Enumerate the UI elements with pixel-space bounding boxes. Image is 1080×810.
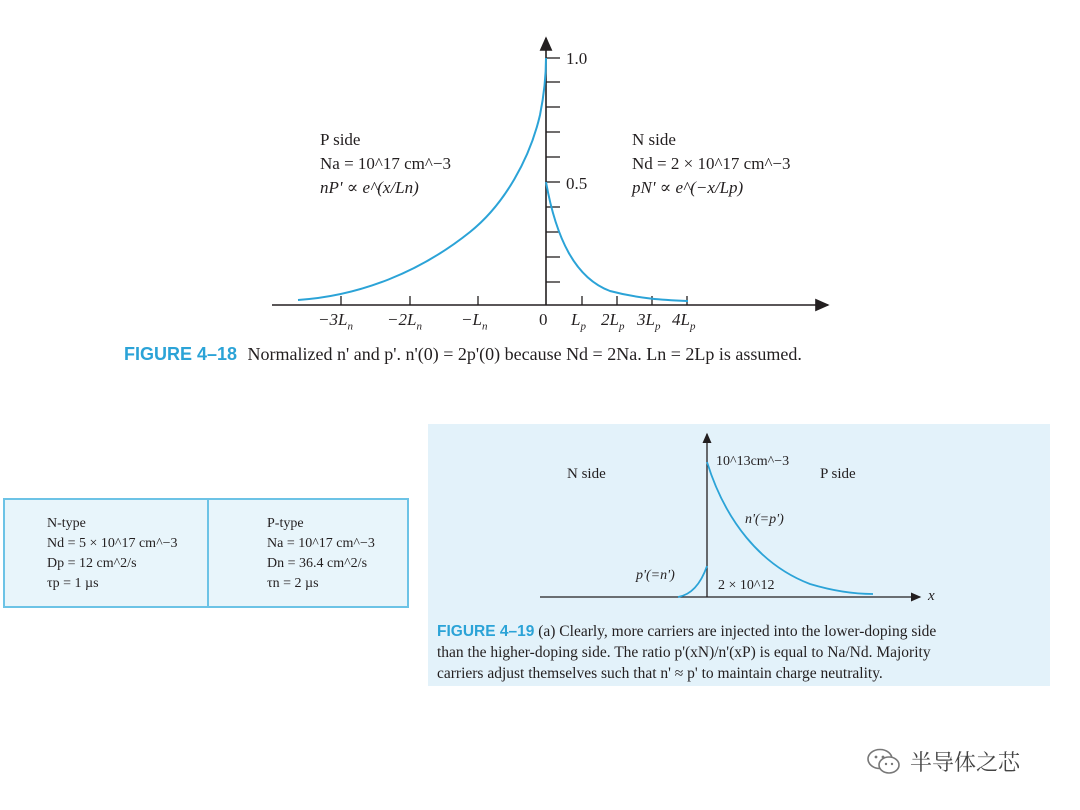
figure-label: FIGURE 4–19 [437,623,535,640]
figure-4-19-caption [437,621,1047,684]
p-prime-curve-419 [678,566,707,597]
p-side-title: P side [320,130,361,149]
figure-label: FIGURE 4–18 [124,344,238,364]
caption-line: than the higher-doping side. The ratio p'(xN)/n'(xP) is equal to Na/Nd. Majority [437,644,931,661]
watermark-text: 半导体之芯 [910,751,1021,776]
n-side-title: N side [632,130,676,149]
x-tick-label: $-3L_n$ [318,310,353,333]
n-type-diffusivity: Dp = 12 cm^2/s [47,556,137,571]
fig419-n-prime-label: n'(=p') [745,512,784,527]
p-type-title: P-type [267,516,304,531]
x-tick-label: $4L_p$ [672,310,696,333]
n-type-lifetime: τp = 1 µs [47,576,99,591]
fig419-n-side: N side [567,466,606,482]
fig419-p-prime-label: p'(=n') [636,568,675,583]
x-tick-label: $2L_p$ [601,310,625,333]
x-tick-label: 0 [539,310,548,329]
n-side-doping: Nd = 2 × 10^17 cm^−3 [632,154,791,173]
x-tick-label: $3L_p$ [637,310,661,333]
y-tick-label-05: 0.5 [566,174,588,193]
wechat-icon [866,747,902,777]
watermark [866,746,1020,777]
x-tick-label: $-2L_n$ [387,310,422,333]
caption-line: carriers adjust themselves such that n' ≈ p' to maintain charge neutrality. [437,665,883,682]
caption-line: (a) Clearly, more carriers are injected into the lower-doping side [538,623,937,640]
fig419-small-label: 2 × 10^12 [718,578,775,593]
p-side-doping: Na = 10^17 cm^−3 [320,154,451,173]
fig419-p-side: P side [820,466,856,482]
p-type-lifetime: τn = 2 µs [267,576,319,591]
x-tick-label: $-L_n$ [461,310,488,333]
fig419-x-label: x [928,588,935,604]
fig419-top-label: 10^13cm^−3 [716,454,790,469]
n-type-doping: Nd = 5 × 10^17 cm^−3 [47,536,178,551]
caption-text: Normalized n' and p'. n'(0) = 2p'(0) because Nd = 2Na. Ln = 2Lp is assumed. [247,344,802,364]
p-side-relation: nP' ∝ e^(x/Ln) [320,178,419,197]
n-side-relation: pN' ∝ e^(−x/Lp) [632,178,744,197]
p-type-diffusivity: Dn = 36.4 cm^2/s [267,556,368,571]
p-type-doping: Na = 10^17 cm^−3 [267,536,375,551]
x-tick-label: $L_p$ [571,310,586,333]
y-tick-label-1: 1.0 [566,49,588,68]
n-type-title: N-type [47,516,86,531]
